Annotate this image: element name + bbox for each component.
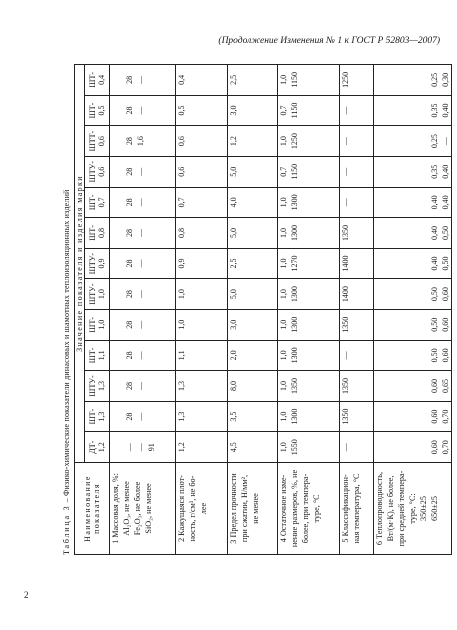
table-header-row-1: [75, 64, 85, 554]
value-cell: [278, 187, 340, 218]
column-header-line: ШТ-: [88, 194, 97, 211]
value-cell: [110, 432, 176, 463]
corner-header-line: показателя: [92, 483, 101, 534]
row-label-line: при сжатии, Н/мм²,: [240, 474, 249, 543]
cell-value: 28: [125, 412, 134, 421]
cell-value: 1,6: [136, 136, 145, 147]
cell-value: 0,70: [441, 440, 450, 455]
row-label-line: нение размеров, %, не: [290, 469, 299, 548]
cell-value: —: [341, 443, 350, 452]
table-row: [278, 64, 340, 554]
cell-value: 1,0: [279, 258, 288, 269]
row-label-cell: [374, 463, 452, 555]
row-label-line: не менее: [251, 493, 260, 524]
corner-header-cell: [75, 463, 110, 555]
cell-value: 1,0: [279, 289, 288, 300]
cell-value: —: [136, 412, 145, 421]
cell-value: 0,40: [430, 195, 439, 210]
column-header-line: 0,8: [97, 227, 106, 238]
row-label-line: 5 Классификацион-: [341, 474, 350, 543]
cell-value: 5,0: [229, 227, 238, 238]
value-cell: [110, 218, 176, 249]
table-row: [176, 64, 228, 554]
value-cell: [278, 401, 340, 432]
cell-value: —: [136, 167, 145, 176]
row-label-line: Вт/(м·К), не более,: [386, 475, 395, 542]
cell-value: 1300: [290, 347, 299, 364]
cell-value: 0,30: [441, 72, 450, 87]
amendment-header-note: (Продолжение Изменения № 1 к ГОСТ Р 52803—2007): [218, 36, 440, 46]
cell-value: 3,0: [229, 319, 238, 330]
cell-value: 0,60: [430, 440, 439, 455]
cell-value: 28: [125, 75, 134, 84]
cell-value: —: [136, 320, 145, 329]
row-label-line: 1 Массовая доля, %:: [111, 473, 120, 544]
column-header-cell: [85, 95, 110, 126]
cell-value: —: [341, 198, 350, 207]
value-cell: [110, 64, 176, 95]
column-header-line: 0,6: [97, 136, 106, 147]
value-cell: [278, 126, 340, 157]
cell-value: 0,6: [177, 136, 186, 147]
column-header-line: ДТ-: [88, 440, 97, 454]
value-cell: [340, 187, 374, 218]
value-cell: [228, 340, 278, 371]
value-cell: [374, 248, 452, 279]
cell-value: 28: [125, 381, 134, 390]
cell-value: 1150: [290, 163, 299, 180]
cell-value: 1,0: [279, 197, 288, 208]
cell-value: —: [341, 137, 350, 146]
cell-value: 1,1: [177, 350, 186, 361]
cell-value: 0,6: [177, 166, 186, 177]
value-cell: [176, 218, 228, 249]
corner-header-line: Наименование: [83, 475, 92, 542]
cell-value: 28: [125, 167, 134, 176]
cell-value: 1150: [290, 71, 299, 88]
cell-value: 5,0: [229, 166, 238, 177]
cell-value: 0,35: [430, 103, 439, 118]
value-cell: [340, 401, 374, 432]
row-label-line: 650±25: [430, 496, 439, 521]
cell-value: 1,0: [279, 227, 288, 238]
value-cell: [110, 187, 176, 218]
row-label-line: туре, °С:: [408, 493, 417, 524]
cell-value: 0,40: [441, 103, 450, 118]
column-header-line: 1,0: [97, 319, 106, 330]
table-row: [228, 64, 278, 554]
row-label-line: Al₂O₃, не менее: [122, 481, 131, 536]
column-header-cell: [85, 279, 110, 310]
value-cell: [374, 371, 452, 402]
cell-value: 1300: [290, 194, 299, 211]
cell-value: 28: [125, 290, 134, 299]
column-header-cell: [85, 156, 110, 187]
value-cell: [228, 95, 278, 126]
column-header-line: 1,2: [97, 442, 106, 453]
column-header-line: 0,4: [97, 74, 106, 85]
cell-value: 0,60: [441, 348, 450, 363]
cell-value: 1300: [290, 286, 299, 303]
table-row: [110, 64, 176, 554]
page-number: 2: [24, 590, 29, 600]
column-header-cell: [85, 432, 110, 463]
column-header-line: ШТУ-: [88, 375, 97, 397]
cell-value: 1,0: [279, 411, 288, 422]
cell-value: 1350: [341, 224, 350, 241]
value-cell: [340, 64, 374, 95]
column-header-line: ШТУ-: [88, 283, 97, 305]
value-cell: [110, 248, 176, 279]
cell-value: —: [441, 137, 450, 146]
value-cell: [278, 340, 340, 371]
column-header-line: ШТ-: [88, 408, 97, 425]
column-header-line: ШТУ-: [88, 252, 97, 275]
cell-value: 0,4: [177, 74, 186, 85]
value-cell: [176, 340, 228, 371]
cell-value: 28: [125, 320, 134, 329]
cell-value: —: [341, 167, 350, 176]
column-header-line: 0,6: [97, 166, 106, 177]
cell-value: 0,50: [430, 348, 439, 363]
table-caption-tag: Таблица 3: [62, 504, 71, 555]
cell-value: 1,0: [177, 289, 186, 300]
value-cell: [340, 248, 374, 279]
value-cell: [176, 432, 228, 463]
row-label-line: 2 Кажущаяся плот-: [177, 475, 186, 542]
value-cell: [278, 371, 340, 402]
cell-value: —: [136, 228, 145, 237]
cell-value: 1400: [341, 255, 350, 272]
cell-value: 0,25: [430, 134, 439, 149]
value-cell: [176, 309, 228, 340]
row-label-line: ная температура, °С: [352, 473, 361, 544]
cell-value: 1250: [341, 71, 350, 88]
cell-value: —: [136, 351, 145, 360]
column-header-cell: [85, 309, 110, 340]
cell-value: 1,2: [177, 442, 186, 453]
value-cell: [374, 126, 452, 157]
column-header-line: 1,0: [97, 289, 106, 300]
value-cell: [110, 401, 176, 432]
cell-value: 1300: [290, 408, 299, 425]
table-row: [340, 64, 374, 554]
row-label-line: более, при темпера-: [301, 473, 310, 544]
column-header-line: 0,9: [97, 258, 106, 269]
cell-value: 28: [125, 228, 134, 237]
cell-value: —: [136, 75, 145, 84]
column-header-cell: [85, 126, 110, 157]
value-cell: [340, 95, 374, 126]
column-header-cell: [85, 340, 110, 371]
cell-value: 2,0: [229, 350, 238, 361]
cell-value: 0,40: [441, 195, 450, 210]
value-cell: [110, 95, 176, 126]
cell-value: —: [136, 106, 145, 115]
cell-value: 4,0: [229, 197, 238, 208]
cell-value: 1,3: [177, 380, 186, 391]
value-cell: [374, 156, 452, 187]
cell-value: 1270: [290, 255, 299, 272]
column-header-cell: [85, 248, 110, 279]
cell-value: 0,40: [430, 256, 439, 271]
cell-value: 1400: [341, 286, 350, 303]
value-cell: [278, 95, 340, 126]
value-cell: [374, 95, 452, 126]
table-caption-text: – Физико-химические показатели динасовых и шамотных теплоизоляционных изделий: [62, 189, 71, 505]
value-cell: [374, 64, 452, 95]
cell-value: 2,5: [229, 258, 238, 269]
cell-value: 0,5: [177, 105, 186, 116]
row-label-cell: [176, 463, 228, 555]
column-header-cell: [85, 218, 110, 249]
column-header-line: ШТ-: [88, 102, 97, 119]
cell-value: 28: [125, 106, 134, 115]
cell-value: 0,9: [177, 258, 186, 269]
value-cell: [176, 126, 228, 157]
cell-value: 5,0: [229, 289, 238, 300]
cell-value: 28: [125, 351, 134, 360]
table-row: [374, 64, 452, 554]
cell-value: —: [125, 443, 134, 452]
group-header-cell: Значение показателя и изделия марки: [75, 64, 85, 462]
cell-value: 0,65: [441, 378, 450, 393]
value-cell: [176, 401, 228, 432]
cell-value: 1350: [290, 377, 299, 394]
cell-value: 1350: [341, 316, 350, 333]
cell-value: 1300: [290, 316, 299, 333]
row-label-line: 6 Теплопроводность,: [375, 471, 384, 546]
value-cell: [374, 218, 452, 249]
cell-value: 1,2: [229, 136, 238, 147]
cell-value: 28: [125, 198, 134, 207]
cell-value: 0,60: [430, 378, 439, 393]
column-header-line: ШТ-: [88, 72, 97, 88]
value-cell: [340, 309, 374, 340]
cell-value: 1550: [290, 439, 299, 456]
column-header-line: 0,7: [97, 197, 106, 208]
value-cell: [340, 371, 374, 402]
row-label-line: Fe₂O₃, не более: [133, 481, 142, 536]
cell-value: 0,50: [441, 256, 450, 271]
cell-value: 1350: [341, 408, 350, 425]
value-cell: [176, 64, 228, 95]
cell-value: 0,40: [430, 225, 439, 240]
cell-value: 1250: [290, 133, 299, 150]
column-header-line: ШТ-: [88, 316, 97, 333]
cell-value: 0,60: [430, 409, 439, 424]
cell-value: 0,50: [441, 225, 450, 240]
value-cell: [278, 248, 340, 279]
value-cell: [374, 279, 452, 310]
cell-value: 0,70: [441, 409, 450, 424]
cell-value: 1,0: [177, 319, 186, 330]
cell-value: 0,25: [430, 72, 439, 87]
value-cell: [340, 218, 374, 249]
cell-value: 4,5: [229, 442, 238, 453]
value-cell: [228, 432, 278, 463]
column-header-line: 1,1: [97, 350, 106, 361]
cell-value: —: [136, 198, 145, 207]
cell-value: 1,0: [279, 380, 288, 391]
value-cell: [278, 156, 340, 187]
properties-table: [74, 64, 452, 555]
value-cell: [228, 401, 278, 432]
value-cell: [228, 126, 278, 157]
value-cell: [278, 279, 340, 310]
value-cell: [228, 248, 278, 279]
column-header-line: 0,5: [97, 105, 106, 116]
column-header-line: ШТ-: [88, 347, 97, 364]
value-cell: [176, 156, 228, 187]
column-header-line: 1,3: [97, 380, 106, 391]
cell-value: 28: [125, 259, 134, 268]
cell-value: 2,5: [229, 74, 238, 85]
cell-value: —: [136, 443, 145, 452]
column-header-cell: [85, 401, 110, 432]
value-cell: [228, 187, 278, 218]
cell-value: 1,0: [279, 74, 288, 85]
cell-value: —: [136, 259, 145, 268]
row-label-line: при средней темпера-: [397, 470, 406, 547]
cell-value: 1150: [290, 102, 299, 119]
value-cell: [176, 279, 228, 310]
value-cell: [374, 432, 452, 463]
row-label-line: туре, °С: [312, 494, 321, 523]
table-caption: [60, 65, 74, 555]
cell-value: 0,60: [441, 287, 450, 302]
cell-value: —: [341, 106, 350, 115]
value-cell: [228, 156, 278, 187]
row-label-cell: [228, 463, 278, 555]
value-cell: [176, 371, 228, 402]
cell-value: —: [136, 381, 145, 390]
column-header-cell: [85, 187, 110, 218]
row-label-cell: [340, 463, 374, 555]
cell-value: 8,0: [229, 380, 238, 391]
value-cell: [340, 279, 374, 310]
value-cell: [110, 126, 176, 157]
value-cell: [374, 309, 452, 340]
cell-value: 0,40: [441, 164, 450, 179]
value-cell: [374, 340, 452, 371]
value-cell: [228, 309, 278, 340]
cell-value: 3,5: [229, 411, 238, 422]
cell-value: —: [341, 351, 350, 360]
value-cell: [374, 401, 452, 432]
cell-value: 1,0: [279, 136, 288, 147]
cell-value: 0,60: [441, 317, 450, 332]
cell-value: 0,7: [279, 105, 288, 116]
value-cell: [228, 279, 278, 310]
value-cell: [340, 340, 374, 371]
rotated-table-block: [60, 65, 450, 555]
value-cell: [110, 309, 176, 340]
cell-value: 1,3: [177, 411, 186, 422]
cell-value: 1,0: [279, 442, 288, 453]
cell-value: 1350: [341, 377, 350, 394]
cell-value: 91: [147, 443, 156, 452]
value-cell: [228, 371, 278, 402]
value-cell: [374, 187, 452, 218]
row-label-cell: [278, 463, 340, 555]
value-cell: [110, 371, 176, 402]
value-cell: [278, 218, 340, 249]
column-header-cell: [85, 371, 110, 402]
value-cell: [340, 432, 374, 463]
column-header-line: ШТ-: [88, 225, 97, 241]
row-label-cell: [110, 463, 176, 555]
column-header-line: ШТТ-: [88, 130, 97, 152]
value-cell: [110, 156, 176, 187]
cell-value: 0,8: [177, 227, 186, 238]
value-cell: [278, 432, 340, 463]
cell-value: 28: [125, 137, 134, 146]
column-header-line: 1,3: [97, 411, 106, 422]
cell-value: 0,50: [430, 317, 439, 332]
value-cell: [228, 64, 278, 95]
cell-value: 1,0: [279, 319, 288, 330]
row-label-line: лее: [199, 502, 208, 515]
row-label-line: 3 Предел прочности: [229, 473, 238, 544]
cell-value: —: [136, 290, 145, 299]
row-label-line: 350±25: [419, 496, 428, 521]
row-label-line: 4 Остаточное изме-: [279, 474, 288, 543]
value-cell: [176, 187, 228, 218]
value-cell: [176, 95, 228, 126]
cell-value: 0,50: [430, 287, 439, 302]
value-cell: [278, 64, 340, 95]
cell-value: 0,35: [430, 164, 439, 179]
row-label-line: ность, г/см³, не бо-: [188, 475, 197, 542]
cell-value: 3,0: [229, 105, 238, 116]
column-header-cell: [85, 64, 110, 95]
cell-value: 0,7: [279, 166, 288, 177]
value-cell: [340, 156, 374, 187]
value-cell: [228, 218, 278, 249]
value-cell: [278, 309, 340, 340]
cell-value: 1,0: [279, 350, 288, 361]
row-label-line: SiO₂, не менее: [144, 483, 153, 534]
column-header-line: ШТУ-: [88, 161, 97, 183]
value-cell: [110, 340, 176, 371]
cell-value: 1300: [290, 224, 299, 241]
value-cell: [176, 248, 228, 279]
value-cell: [340, 126, 374, 157]
cell-value: 0,7: [177, 197, 186, 208]
value-cell: [110, 279, 176, 310]
